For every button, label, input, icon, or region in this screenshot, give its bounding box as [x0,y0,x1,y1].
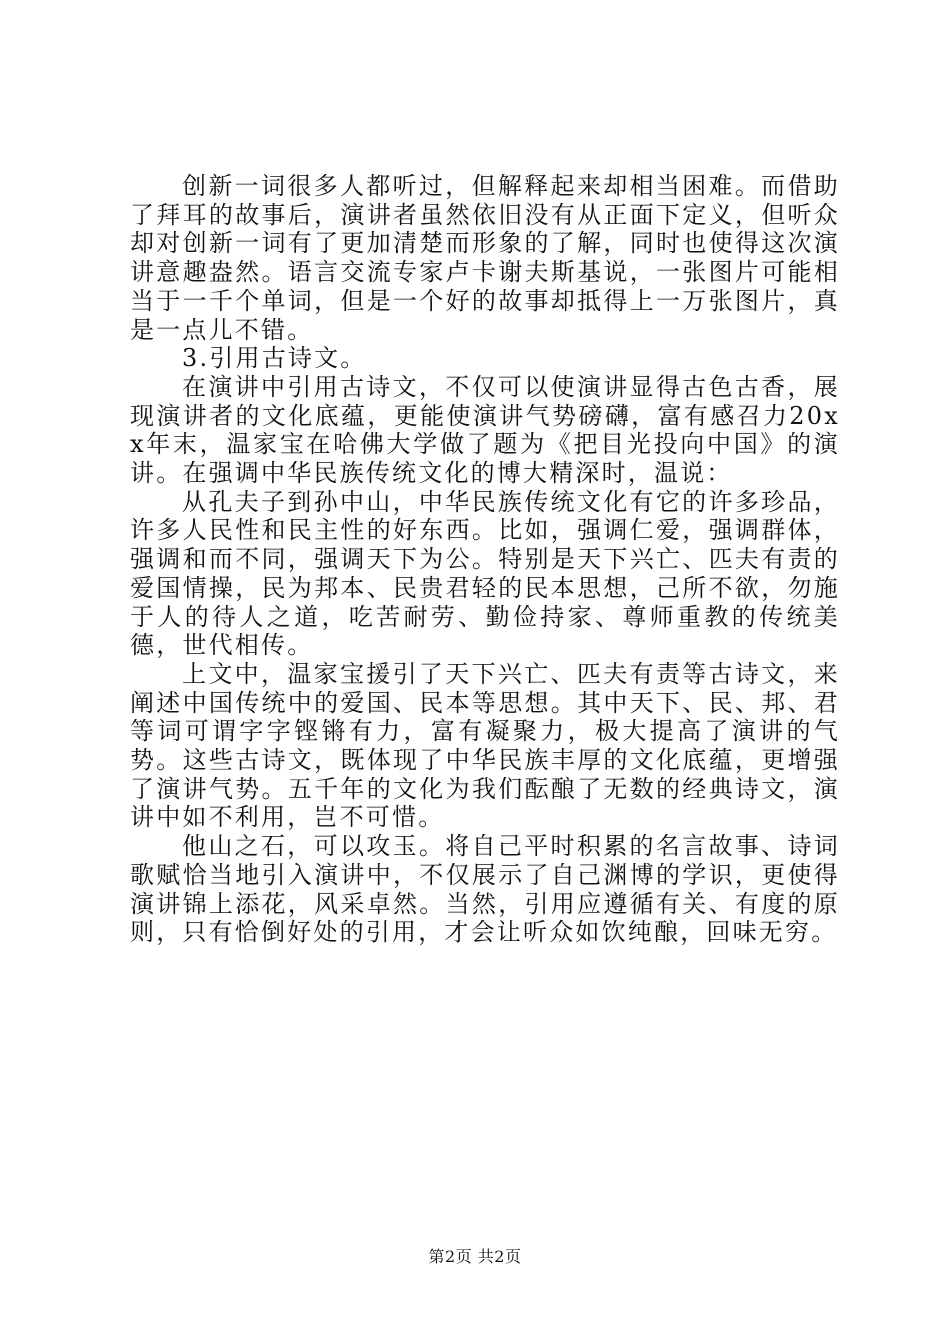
paragraph-speech-quote: 从孔夫子到孙中山，中华民族传统文化有它的许多珍品，许多人民性和民主性的好东西。比如，强调仁爱，强调群体，强调和而不同，强调天下为公。特别是天下兴亡、匹夫有责的爱国情操，民为邦本、民贵君轻的民本思想，己所不欲，勿施于人的待人之道，吃苦耐劳、勤俭持家、尊师重教的传统美德，世代相传。 [130,487,840,660]
paragraph-quote-analysis: 上文中，温家宝援引了天下兴亡、匹夫有责等古诗文，来阐述中国传统中的爱国、民本等思想。其中天下、民、邦、君等词可谓字字铿锵有力，富有凝聚力，极大提高了演讲的气势。这些古诗文，既体现了中华民族丰厚的文化底蕴，更增强了演讲气势。五千年的文化为我们酝酿了无数的经典诗文，演讲中如不利用，岂不可惜。 [130,659,840,832]
document-body [130,172,840,947]
paragraph-conclusion: 他山之石，可以攻玉。将自己平时积累的名言故事、诗词歌赋恰当地引入演讲中，不仅展示了自己渊博的学识，更使得演讲锦上添花，风采卓然。当然，引用应遵循有关、有度的原则，只有恰倒好处的引用，才会让听众如饮纯酿，回味无穷。 [130,832,840,947]
paragraph-story-summary: 创新一词很多人都听过，但解释起来却相当困难。而借助了拜耳的故事后，演讲者虽然依旧没有从正面下定义，但听众却对创新一词有了更加清楚而形象的了解，同时也使得这次演讲意趣盎然。语言交流专家卢卡谢夫斯基说，一张图片可能相当于一千个单词，但是一个好的故事却抵得上一万张图片，真是一点儿不错。 [130,172,840,344]
page-footer: 第2页 共2页 [428,1247,522,1266]
paragraph-quote-intro: 在演讲中引用古诗文，不仅可以使演讲显得古色古香，展现演讲者的文化底蕴，更能使演讲气势磅礴，富有感召力20xx年末，温家宝在哈佛大学做了题为《把目光投向中国》的演讲。在强调中华民族传统文化的博大精深时，温说： [130,372,840,488]
section-heading-quote-classics: 3.引用古诗文。 [182,344,367,373]
